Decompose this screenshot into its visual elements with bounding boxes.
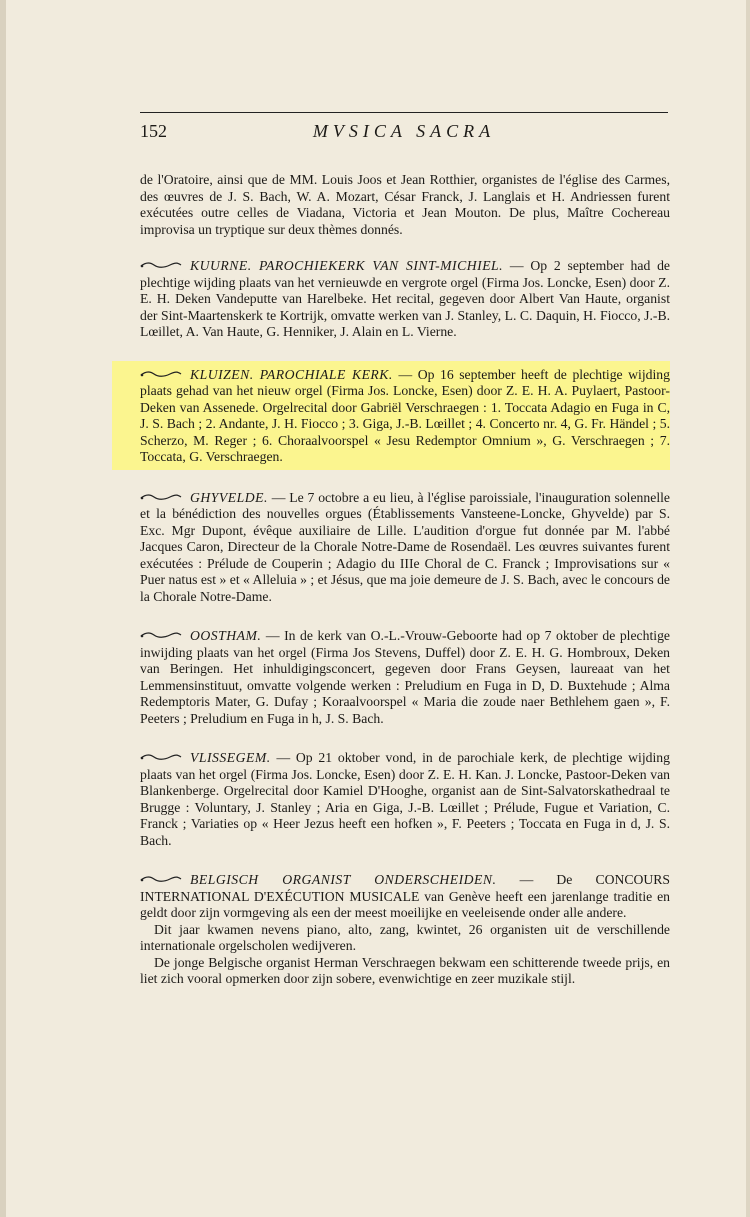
entry-paragraph: Dit jaar kwamen nevens piano, alto, zang, kwintet, 26 organisten uit de verschillende internationale orgelscholen wedijveren.	[140, 921, 670, 953]
entry-text: — Op 16 september heeft de plechtige wijding plaats gehad van het nieuw orgel (Firma Jos. Loncke, Esen) door Z. E. H. A. Puylaert, Pastoor-Deken van Assenede. Orgelrecital door Gabriël Verschraegen : 1. Toccata Adagio en Fuga in C, J. S. Bach ; 2. Andante, J. H. Fiocco ; 3. Giga, J.-B. Lœillet ; 4. Concerto nr. 4, G. Fr. Händel ; 5. Scherzo, M. Reger ; 6. Choraalvoorspel « Jesu Redemptor Omnium », G. Verschraegen ; 7. Toccata, G. Verschraegen.	[140, 366, 670, 464]
page-edge-left	[0, 0, 6, 1217]
entry-paragraph: De jonge Belgische organist Herman Verschraegen bekwam een schitterende tweede prijs, en liet zich vooral opmerken door zijn sobere, evenwichtige en zeer muzikale stijl.	[140, 954, 670, 986]
entry-heading: BELGISCH ORGANIST ONDERSCHEIDEN.	[190, 872, 497, 887]
swash-ornament-icon	[140, 631, 182, 639]
swash-ornament-icon	[140, 753, 182, 761]
entry-heading: KLUIZEN. PAROCHIALE KERK.	[190, 366, 393, 382]
article-body	[140, 172, 670, 991]
intro-paragraph: de l'Oratoire, ainsi que de MM. Louis Joos et Jean Rotthier, organistes de l'église des Carmes, des œuvres de J. S. Bach, W. A. Mozart, César Franck, J. Langlais et H. Andriessen furent exécutées outre celles de Viadana, Victoria et Jean Mouton. De plus, Maître Cochereau improvisa un tryptique sur deux thèmes donnés.	[140, 172, 670, 237]
entry-kuurne	[140, 255, 670, 344]
entry-heading: KUURNE. PAROCHIEKERK VAN SINT-MICHIEL.	[190, 258, 504, 273]
page-number: 152	[140, 121, 167, 141]
entry-text: — De CONCOURS INTERNATIONAL D'EXÉCUTION MUSICALE van Genève heeft een jarenlange traditie en geldt door zijn vormgeving als een der meest moeilijke en veeleisende onder alle andere.	[140, 872, 671, 920]
running-title: MVSICA SACRA	[312, 121, 496, 141]
page-edge-right	[746, 0, 750, 1217]
swash-ornament-icon	[140, 875, 182, 883]
entry-kluizen-highlighted	[112, 361, 670, 470]
entry-ghyvelde	[140, 487, 670, 609]
entry-text: — Op 2 september had de plechtige wijding plaats van het vernieuwde en vergrote orgel (Firma Jos. Loncke, Esen) door Z. E. H. Deken Vandeputte van Harelbeke. Het recital, gegeven door Albert Van Haute, organist der Sint-Maartenskerk te Kortrijk, omvatte werken van J. Stanley, L. C. Daquin, H. Fiocco, J.-B. Lœillet, A. Van Haute, G. Henniker, J. Alain en L. Vierne.	[140, 258, 671, 339]
entry-heading: VLISSEGEM.	[190, 750, 271, 765]
entry-belgisch-organist	[140, 869, 670, 991]
entry-text: — Le 7 octobre a eu lieu, à l'église paroissiale, l'inauguration solennelle et la bénédiction des nouvelles orgues (Établissements Vansteene-Loncke, Ghyvelde) par S. Exc. Mgr Dupont, évêque auxiliaire de Lille. L'audition d'orgue fut donnée par M. l'abbé Jacques Caron, Directeur de la Chorale Notre-Dame de Rosendaël. Les œuvres suivantes furent exécutées : Prélude de Couperin ; Adagio du IIIe Choral de C. Franck ; Improvisations sur « Puer natus est » et « Alleluia » ; et Jésus, que ma joie demeure de J. S. Bach, avec le concours de la Chorale Notre-Dame.	[140, 489, 671, 604]
entry-vlissegem	[140, 747, 670, 852]
entry-heading: OOSTHAM.	[190, 628, 262, 643]
entry-oostham	[140, 625, 670, 730]
page-header	[140, 112, 668, 145]
swash-ornament-icon	[140, 261, 182, 269]
entry-heading: GHYVELDE.	[190, 489, 268, 505]
entry-text: — In de kerk van O.-L.-Vrouw-Geboorte had op 7 oktober de plechtige inwijding plaats van het orgel (Firma Jos Stevens, Duffel) door Z. E. H. G. Hombroux, Deken van Beringen. Het inhuldigingsconcert, gegeven door Frans Geysen, laureaat van het Lemmensinstituut, omvatte volgende werken : Preludium en Fuga in D, D. Buxtehude ; Alma Redemptoris Mater, G. Dufay ; Koraalvoorspel « Maria die zoude naer Bethlehem gaen », F. Peeters ; Preludium en Fuga in h, J. S. Bach.	[140, 628, 670, 726]
swash-ornament-icon	[140, 370, 182, 378]
entry-text: — Op 21 oktober vond, in de parochiale kerk, de plechtige wijding plaats van het orgel (Firma Jos. Loncke, Esen) door Z. E. H. Kan. J. Loncke, Pastoor-Deken van Blankenberge. Orgelrecital door Kamiel D'Hooghe, organist aan de Sint-Salvatorskathedraal te Brugge : Voluntary, J. Stanley ; Aria en Giga, J.-B. Lœillet ; Prélude, Fugue et Variation, C. Franck ; Variaties op « Heer Jezus heeft een hofken », F. Peeters ; Toccata en Fuga in d, J. S. Bach.	[140, 750, 670, 848]
swash-ornament-icon	[140, 493, 182, 501]
